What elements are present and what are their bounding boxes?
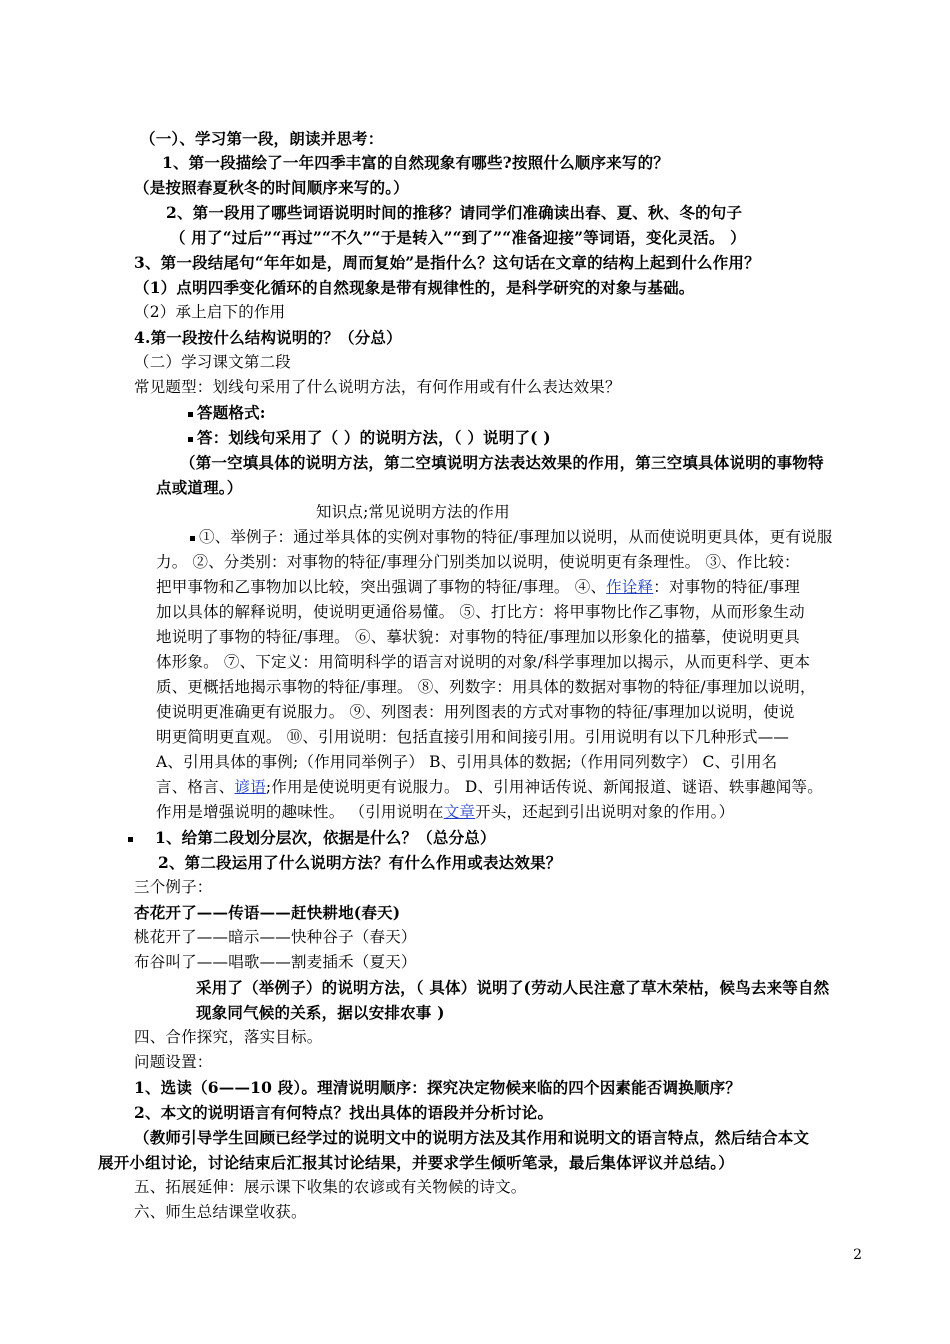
answer-format-template: 答：划线句采用了（ ）的说明方法，（ ）说明了( ) xyxy=(188,427,551,448)
section-two-heading: （二）学习课文第二段 xyxy=(134,353,292,371)
section-one-heading: （一）、学习第一段，朗读并思考： xyxy=(140,129,384,148)
teacher-guidance-cont: 展开小组讨论，讨论结束后汇报其讨论结果，并要求学生倾听笔录，最后集体评议并总结。） xyxy=(98,1153,734,1172)
section-four-heading: 四、合作探究，落实目标。 xyxy=(134,1028,323,1046)
methods-line-2: 力。 ②、分类别：对事物的特征/事理分门别类加以说明，使说明更有条理性。 ③、作比较： xyxy=(156,553,800,571)
common-question-type: 常见题型：划线句采用了什么说明方法，有何作用或有什么表达效果？ xyxy=(134,378,621,396)
paragraph-two-question-2: 2、第二段运用了什么说明方法？有什么作用或表达效果？ xyxy=(158,853,562,872)
question-1: 1、第一段描绘了一年四季丰富的自然现象有哪些?按照什么顺序来写的？ xyxy=(162,153,669,172)
example-3: 布谷叫了——唱歌——割麦插禾（夏天） xyxy=(134,953,417,971)
methods-line-4: 加以具体的解释说明，使说明更通俗易懂。 ⑤、打比方：将甲事物比作乙事物，从而形象生动 xyxy=(156,603,805,621)
methods-line-9: 明更简明更直观。 ⑩、引用说明：包括直接引用和间接引用。引用说明有以下几种形式—— xyxy=(156,728,790,746)
methods-line-8: 使说明更准确更有说服力。 ⑨、列图表：用列图表的方式对事物的特征/事理加以说明，使说 xyxy=(156,703,795,721)
methods-line-12: 作用是增强说明的趣味性。 （引用说明在文章开头，还起到引出说明对象的作用。） xyxy=(156,803,735,821)
page-number: 2 xyxy=(853,1247,862,1263)
section-six-heading: 六、师生总结课堂收获。 xyxy=(134,1203,307,1221)
answer-3-1: （1）点明四季变化循环的自然现象是带有规律性的，是科学研究的对象与基础。 xyxy=(134,278,695,297)
bullet-icon xyxy=(128,837,133,842)
question-2: 2、第一段用了哪些词语说明时间的推移？请同学们准确读出春、夏、秋、冬的句子 xyxy=(166,203,743,222)
link-yan-yu[interactable]: 谚语 xyxy=(234,778,266,796)
section-five-heading: 五、拓展延伸：展示课下收集的农谚或有关物候的诗文。 xyxy=(134,1178,527,1196)
knowledge-point-heading: 知识点;常见说明方法的作用 xyxy=(316,503,510,521)
examples-answer: 采用了（举例子）的说明方法，（ 具体）说明了(劳动人民注意了草木荣枯，候鸟去来等自然 xyxy=(196,978,830,997)
methods-line-6: 体形象。 ⑦、下定义：用简明科学的语言对说明的对象/科学事理加以揭示，从而更科学、更本 xyxy=(156,653,811,671)
methods-line-1: ①、举例子：通过举具体的实例对事物的特征/事理加以说明，从而使说明更具体，更有说服 xyxy=(190,527,832,548)
answer-format-note: （第一空填具体的说明方法，第二空填说明方法表达效果的作用，第三空填具体说明的事物特 xyxy=(180,453,824,472)
methods-line-5: 地说明了事物的特征/事理。 ⑥、摹状貌：对事物的特征/事理加以形象化的描摹，使说明更具 xyxy=(156,628,800,646)
question-setting-label: 问题设置： xyxy=(134,1053,213,1071)
paragraph-two-question-1: 1、给第二段划分层次，依据是什么？（总分总） xyxy=(128,827,496,848)
explore-question-1: 1、选读（6——10 段）。理清说明顺序：探究决定物候来临的四个因素能否调换顺序？ xyxy=(134,1078,741,1097)
answer-format-label: 答题格式: xyxy=(188,402,266,423)
methods-line-10: A、引用具体的事例;（作用同举例子） B、引用具体的数据;（作用同列数字） C、引用名 xyxy=(156,753,778,771)
answer-format-note-cont: 点或道理。） xyxy=(156,478,243,497)
example-1: 杏花开了——传语——赶快耕地(春天) xyxy=(134,903,401,922)
teacher-guidance: （教师引导学生回顾已经学过的说明文中的说明方法及其作用和说明文的语言特点，然后结合本文 xyxy=(134,1128,810,1147)
explore-question-2: 2、本文的说明语言有何特点？找出具体的语段并分析讨论。 xyxy=(134,1103,554,1122)
bullet-icon xyxy=(188,437,193,442)
methods-line-7: 质、更概括地揭示事物的特征/事理。 ⑧、列数字：用具体的数据对事物的特征/事理加以说明， xyxy=(156,678,816,696)
methods-line-3: 把甲事物和乙事物加以比较，突出强调了事物的特征/事理。 ④、作诠释：对事物的特征/事理 xyxy=(156,578,800,596)
three-examples-label: 三个例子： xyxy=(134,878,213,896)
bullet-icon xyxy=(190,536,195,541)
bullet-icon xyxy=(188,412,193,417)
answer-2: （ 用了“过后”“再过”“不久”“于是转入”“到了”“准备迎接”等词语，变化灵活。 ） xyxy=(170,228,746,247)
question-4: 4.第一段按什么结构说明的？（分总） xyxy=(134,328,402,347)
examples-answer-cont: 现象同气候的关系，据以安排农事 ) xyxy=(196,1003,445,1022)
link-zuo-quan-shi[interactable]: 作诠释 xyxy=(606,578,654,596)
link-wen-zhang[interactable]: 文章 xyxy=(443,803,476,821)
answer-1: （是按照春夏秋冬的时间顺序来写的。） xyxy=(134,178,409,197)
methods-line-11: 言、格言、谚语;作用是使说明更有说服力。 D、引用神话传说、新闻报道、谜语、轶事趣闻等。 xyxy=(156,778,823,796)
example-2: 桃花开了——暗示——快种谷子（春天） xyxy=(134,928,417,946)
answer-3-2: （2）承上启下的作用 xyxy=(134,303,286,321)
question-3: 3、第一段结尾句“年年如是，周而复始”是指什么？这句话在文章的结构上起到什么作用？ xyxy=(134,253,760,272)
